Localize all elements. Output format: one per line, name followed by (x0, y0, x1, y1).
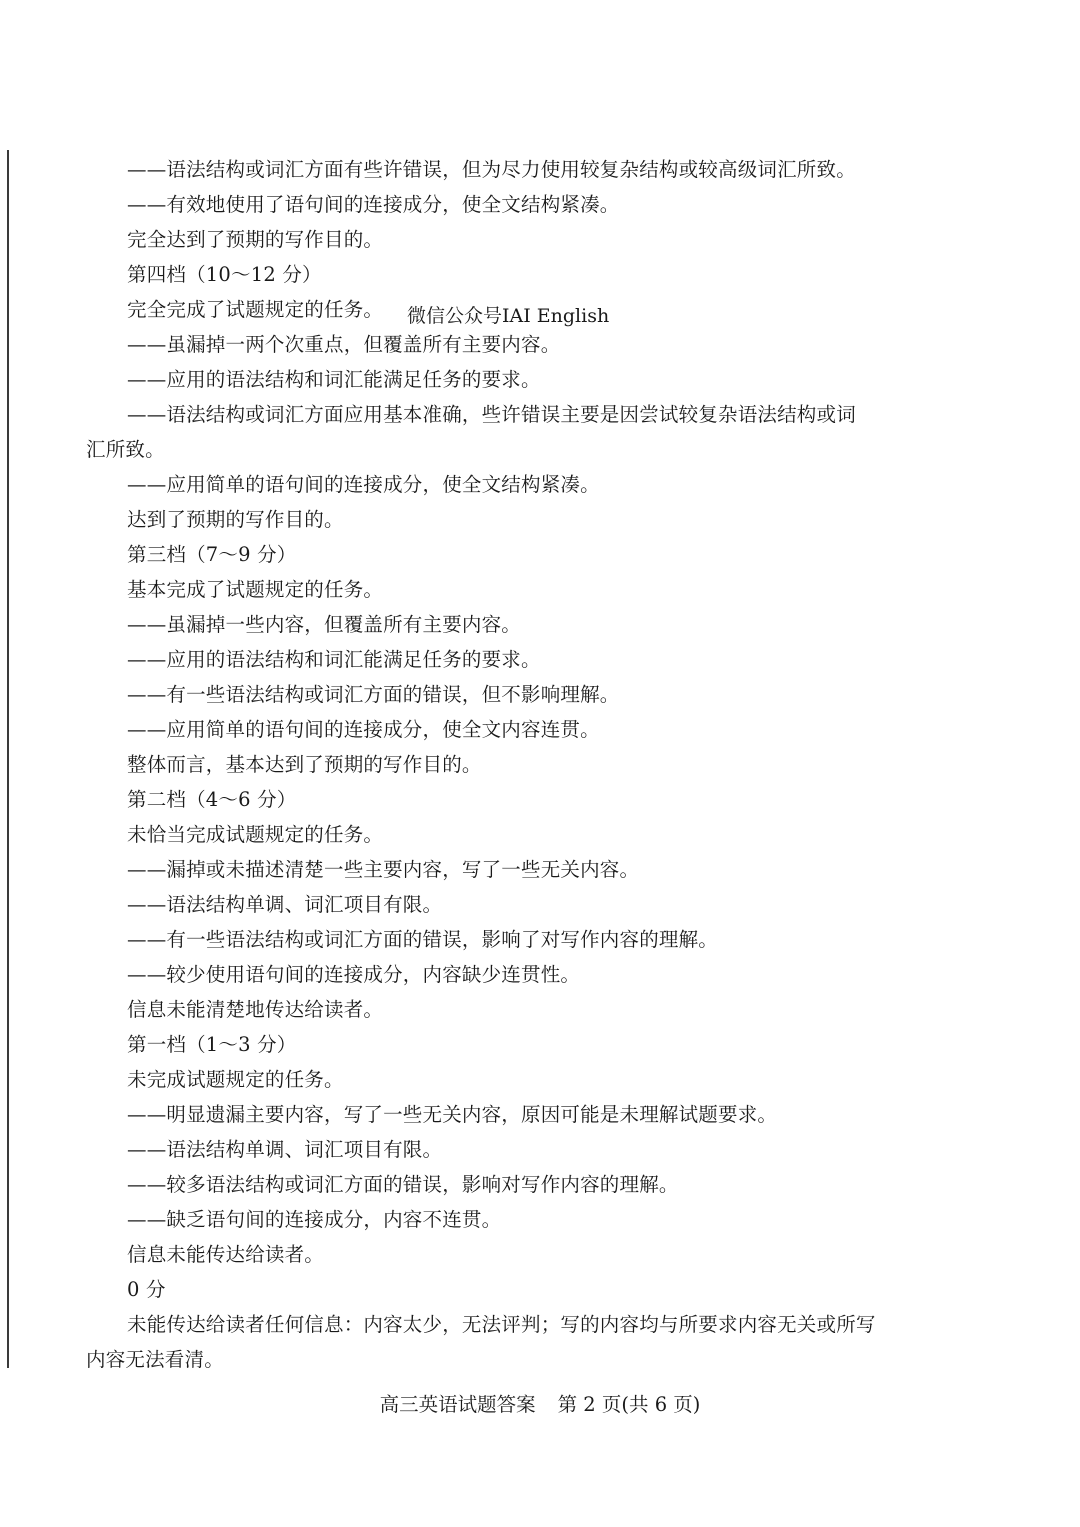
footer-page-number: 第 2 页(共 6 页) (557, 1393, 701, 1416)
text-line: ——有效地使用了语句间的连接成分，使全文结构紧凑。 (127, 193, 620, 216)
text-line: ——应用的语法结构和词汇能满足任务的要求。 (127, 648, 541, 671)
text-line: 完全完成了试题规定的任务。 (127, 298, 384, 321)
text-line: 未恰当完成试题规定的任务。 (127, 823, 384, 846)
text-line: 第一档（1～3 分） (127, 1033, 297, 1056)
text-line: ——有一些语法结构或词汇方面的错误，影响了对写作内容的理解。 (127, 928, 719, 951)
text-line: 内容无法看清。 (86, 1348, 224, 1371)
left-margin-rule (7, 150, 9, 1368)
text-line: 信息未能传达给读者。 (127, 1243, 325, 1266)
text-line: ——语法结构单调、词汇项目有限。 (127, 893, 443, 916)
footer-title: 高三英语试题答案 (379, 1393, 536, 1416)
page-footer (0, 1388, 1080, 1422)
text-line: ——较少使用语句间的连接成分，内容缺少连贯性。 (127, 963, 581, 986)
text-line: ——应用的语法结构和词汇能满足任务的要求。 (127, 368, 541, 391)
text-line: 0 分 (127, 1278, 166, 1301)
text-line: ——虽漏掉一两个次重点，但覆盖所有主要内容。 (127, 333, 561, 356)
text-line: 完全达到了预期的写作目的。 (127, 228, 384, 251)
text-line: 第二档（4～6 分） (127, 788, 297, 811)
text-line: 基本完成了试题规定的任务。 (127, 578, 384, 601)
text-line: 第四档（10～12 分） (127, 263, 322, 286)
text-line: ——漏掉或未描述清楚一些主要内容，写了一些无关内容。 (127, 858, 640, 881)
text-line: 汇所致。 (86, 438, 165, 461)
text-line: ——应用简单的语句间的连接成分，使全文内容连贯。 (127, 718, 600, 741)
text-line: ——有一些语法结构或词汇方面的错误，但不影响理解。 (127, 683, 620, 706)
text-line: ——语法结构单调、词汇项目有限。 (127, 1138, 443, 1161)
text-line: 信息未能清楚地传达给读者。 (127, 998, 384, 1021)
text-line: 第三档（7～9 分） (127, 543, 297, 566)
text-line: ——应用简单的语句间的连接成分，使全文结构紧凑。 (127, 473, 600, 496)
text-line: ——较多语法结构或词汇方面的错误，影响对写作内容的理解。 (127, 1173, 679, 1196)
watermark-text: 微信公众号IAI English (407, 305, 610, 327)
document-body (86, 152, 916, 1377)
text-line: ——明显遗漏主要内容，写了一些无关内容，原因可能是未理解试题要求。 (127, 1103, 778, 1126)
text-line: 未能传达给读者任何信息：内容太少，无法评判；写的内容均与所要求内容无关或所写 (127, 1313, 876, 1336)
text-line: ——缺乏语句间的连接成分，内容不连贯。 (127, 1208, 502, 1231)
text-line: ——语法结构或词汇方面有些许错误，但为尽力使用较复杂结构或较高级词汇所致。 (127, 158, 856, 181)
text-line: 未完成试题规定的任务。 (127, 1068, 344, 1091)
text-line: ——语法结构或词汇方面应用基本准确，些许错误主要是因尝试较复杂语法结构或词 (127, 403, 856, 426)
text-line: 达到了预期的写作目的。 (127, 508, 344, 531)
text-line: 整体而言，基本达到了预期的写作目的。 (127, 753, 482, 776)
text-line: ——虽漏掉一些内容，但覆盖所有主要内容。 (127, 613, 522, 636)
